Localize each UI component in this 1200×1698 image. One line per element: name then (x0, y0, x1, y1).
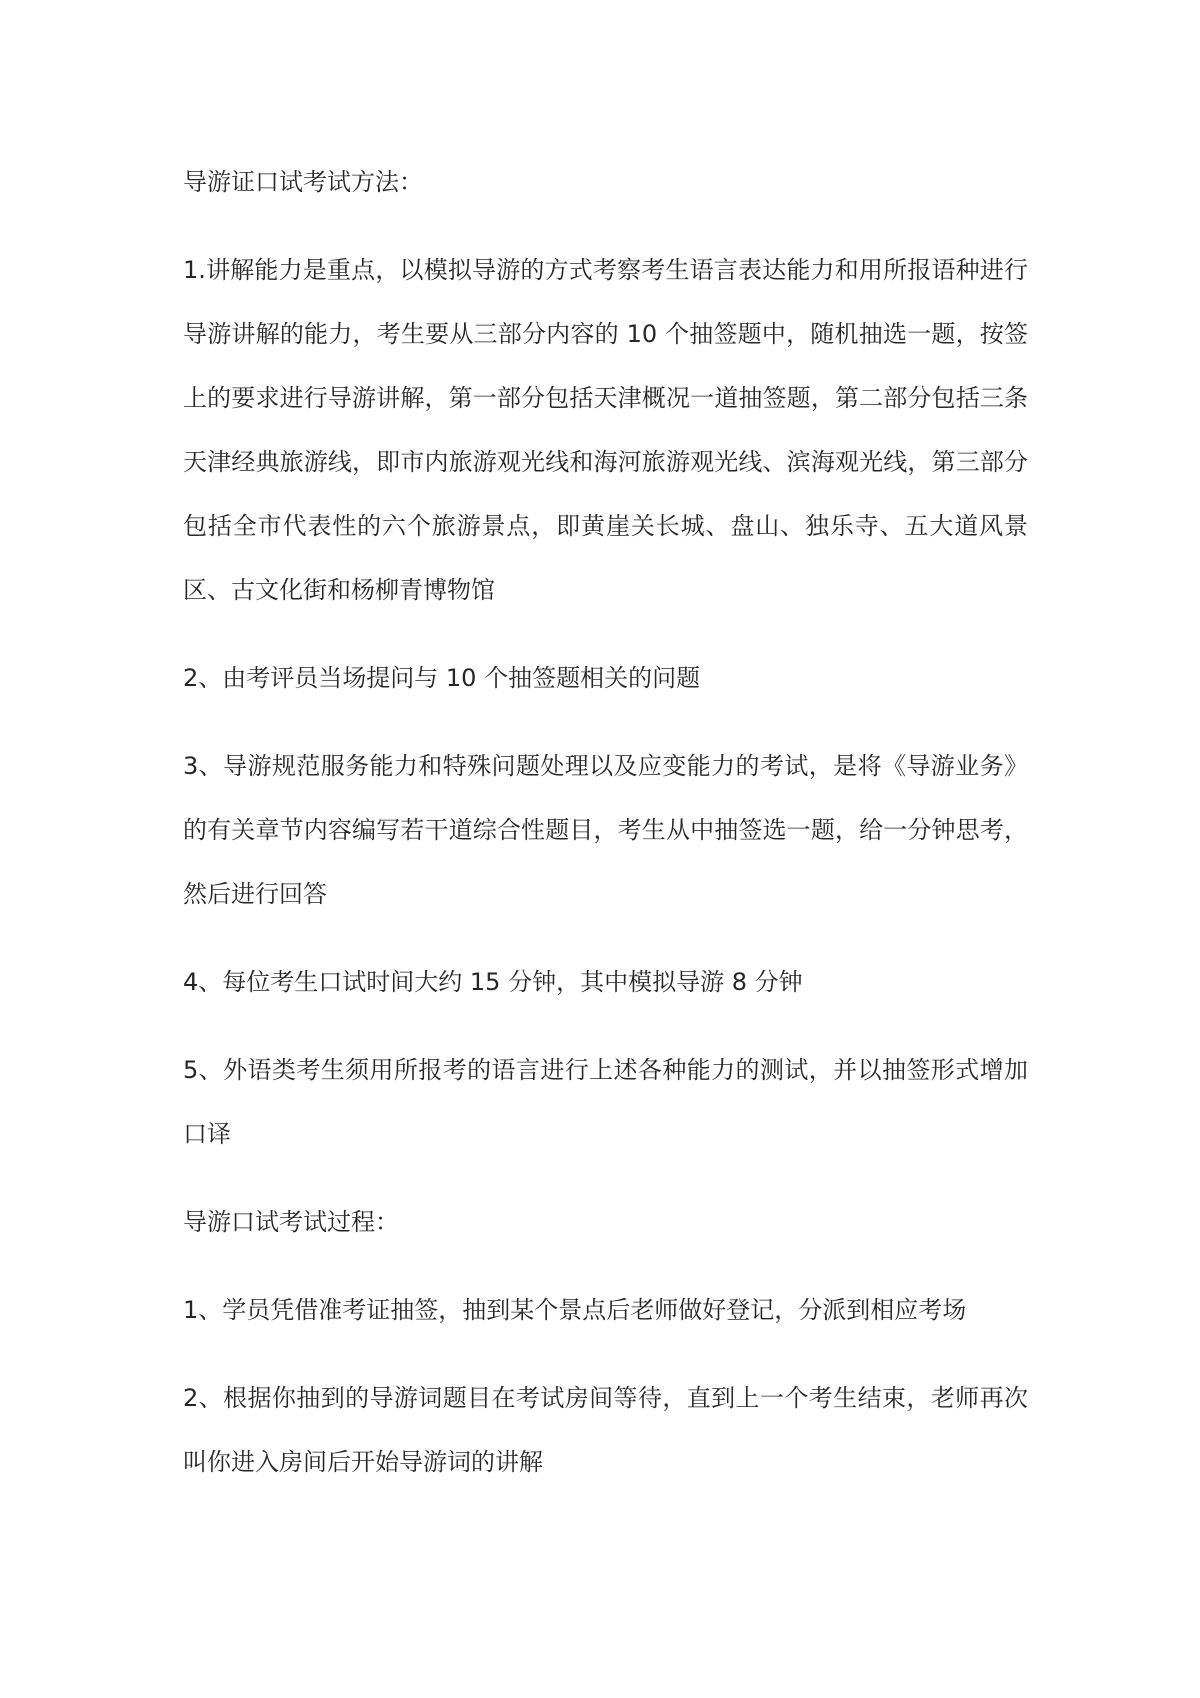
section-heading-exam-process: 导游口试考试过程： (183, 1208, 399, 1236)
list-item: 1、学员凭借准考证抽签，抽到某个景点后老师做好登记，分派到相应考场 (183, 1296, 967, 1324)
list-item: 2、根据你抽到的导游词题目在考试房间等待，直到上一个考生结束，老师再次叫你进入房间后开始导游词的讲解 (183, 1384, 1028, 1476)
document-body (183, 150, 1028, 1518)
list-item: 1.讲解能力是重点，以模拟导游的方式考察考生语言表达能力和用所报语种进行导游讲解的能力，考生要从三部分内容的 10 个抽签题中，随机抽选一题，按签上的要求进行导游讲解，第一部分包括天津概况一道抽签题，第二部分包括三条天津经典旅游线，即市内旅游观光线和海河旅游观光线、滨海观光线，第三部分包括全市代表性的六个旅游景点，即黄崖关长城、盘山、独乐寺、五大道风景区、古文化街和杨柳青博物馆 (183, 256, 1028, 604)
list-item: 5、外语类考生须用所报考的语言进行上述各种能力的测试，并以抽签形式增加口译 (183, 1056, 1028, 1148)
list-item: 2、由考评员当场提问与 10 个抽签题相关的问题 (183, 664, 701, 692)
list-item: 3、导游规范服务能力和特殊问题处理以及应变能力的考试，是将《导游业务》的有关章节内容编写若干道综合性题目，考生从中抽签选一题，给一分钟思考，然后进行回答 (183, 752, 1028, 908)
section-heading-exam-method: 导游证口试考试方法： (183, 168, 423, 196)
list-item: 4、每位考生口试时间大约 15 分钟，其中模拟导游 8 分钟 (183, 968, 803, 996)
